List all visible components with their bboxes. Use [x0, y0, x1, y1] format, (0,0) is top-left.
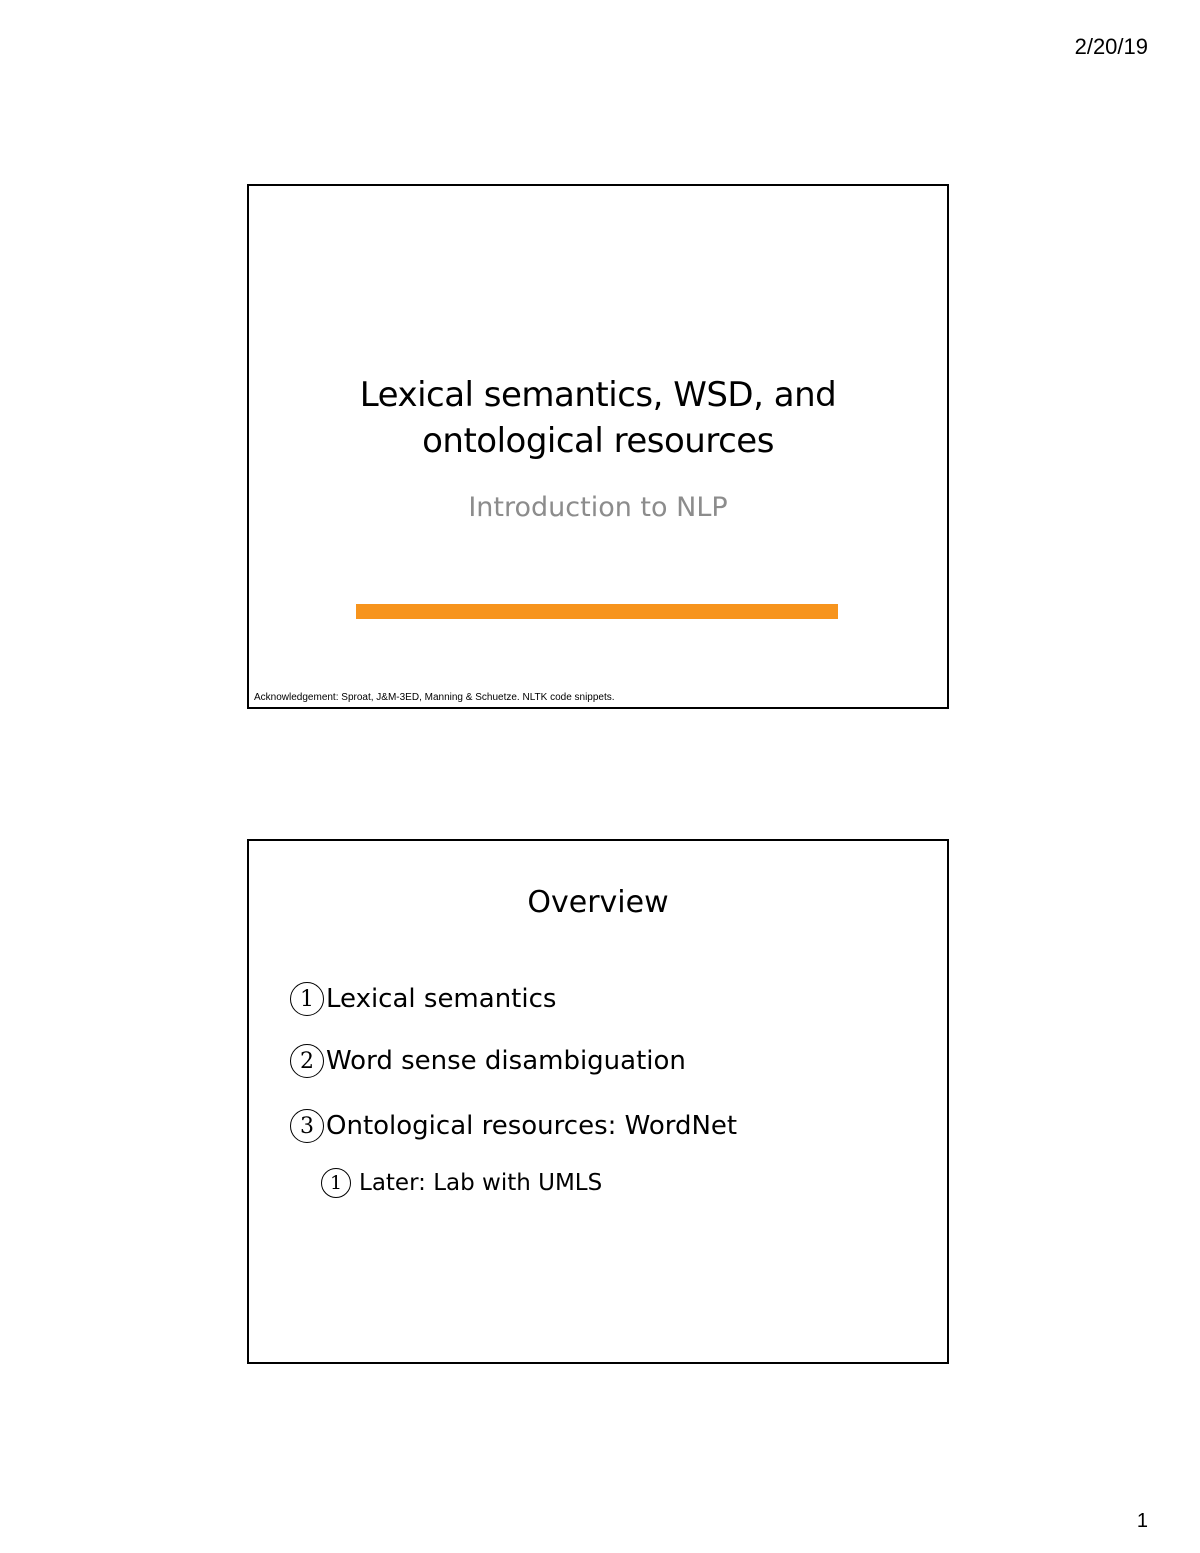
circled-number-marker: 3	[290, 1109, 324, 1143]
overview-item-text: Ontological resources: WordNet	[326, 1111, 738, 1141]
circled-number-marker: 1	[290, 982, 324, 1016]
slide-title-heading	[249, 372, 947, 464]
slide-title-line-1: Lexical semantics, WSD, and	[359, 375, 837, 415]
slide-overview	[247, 839, 949, 1364]
overview-item-text: Lexical semantics	[326, 984, 557, 1014]
acknowledgement: Acknowledgement: Sproat, J&M-3ED, Manning & Schuetze. NLTK code snippets.	[254, 692, 615, 703]
slide-title	[247, 184, 949, 709]
overview-title: Overview	[527, 885, 669, 920]
circled-number-marker: 1	[321, 1168, 351, 1198]
circled-number-marker: 2	[290, 1044, 324, 1078]
slide-title-line-2: ontological resources	[422, 421, 774, 461]
accent-bar	[356, 604, 838, 619]
slide-subtitle: Introduction to NLP	[468, 492, 728, 523]
overview-item	[290, 1109, 737, 1143]
overview-subitem	[321, 1168, 602, 1198]
overview-item	[290, 1044, 686, 1078]
page-date: 2/20/19	[1074, 34, 1148, 59]
overview-item-text: Word sense disambiguation	[326, 1046, 686, 1076]
overview-item	[290, 982, 556, 1016]
overview-subitem-text: Later: Lab with UMLS	[359, 1170, 603, 1196]
page-number: 1	[1136, 1510, 1148, 1532]
